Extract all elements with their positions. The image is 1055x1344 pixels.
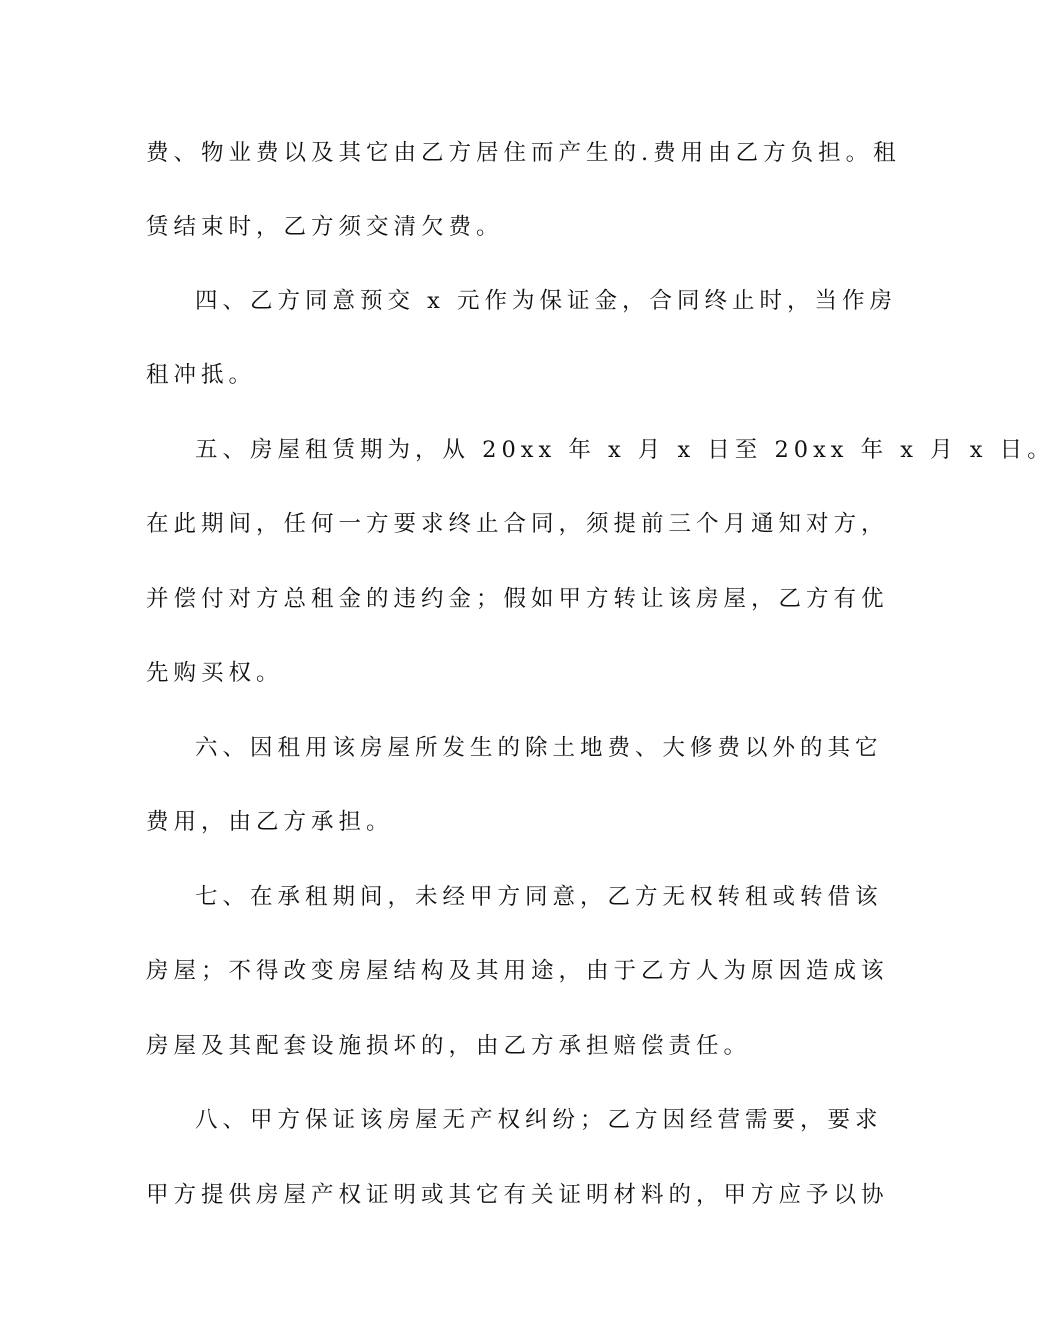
text-line: 房屋；不得改变房屋结构及其用途，由于乙方人为原因造成该 <box>146 958 889 984</box>
paragraph-6-start: 六、因租用该房屋所发生的除土地费、大修费以外的其它 <box>195 735 883 761</box>
text-line: 先购买权。 <box>146 660 284 686</box>
text-line: 房屋及其配套设施损坏的，由乙方承担赔偿责任。 <box>146 1033 752 1059</box>
paragraph-5-start: 五、房屋租赁期为，从 20xx 年 x 月 x 日至 20xx 年 x 月 x 日。 <box>195 437 1055 463</box>
paragraph-4-start: 四、乙方同意预交 x 元作为保证金，合同终止时，当作房 <box>195 288 897 314</box>
paragraph-7-start: 七、在承租期间，未经甲方同意，乙方无权转租或转借该 <box>195 884 883 910</box>
text-line: 并偿付对方总租金的违约金；假如甲方转让该房屋，乙方有优 <box>146 586 889 612</box>
text-line: 赁结束时，乙方须交清欠费。 <box>146 214 504 240</box>
text-line: 租冲抵。 <box>146 362 257 388</box>
text-line: 费用，由乙方承担。 <box>146 809 394 835</box>
paragraph-8-start: 八、甲方保证该房屋无产权纠纷；乙方因经营需要，要求 <box>195 1107 883 1133</box>
text-line: 费、物业费以及其它由乙方居住而产生的.费用由乙方负担。租 <box>146 140 901 166</box>
text-line: 甲方提供房屋产权证明或其它有关证明材料的，甲方应予以协 <box>146 1182 889 1208</box>
text-line: 在此期间，任何一方要求终止合同，须提前三个月通知对方， <box>146 511 889 537</box>
